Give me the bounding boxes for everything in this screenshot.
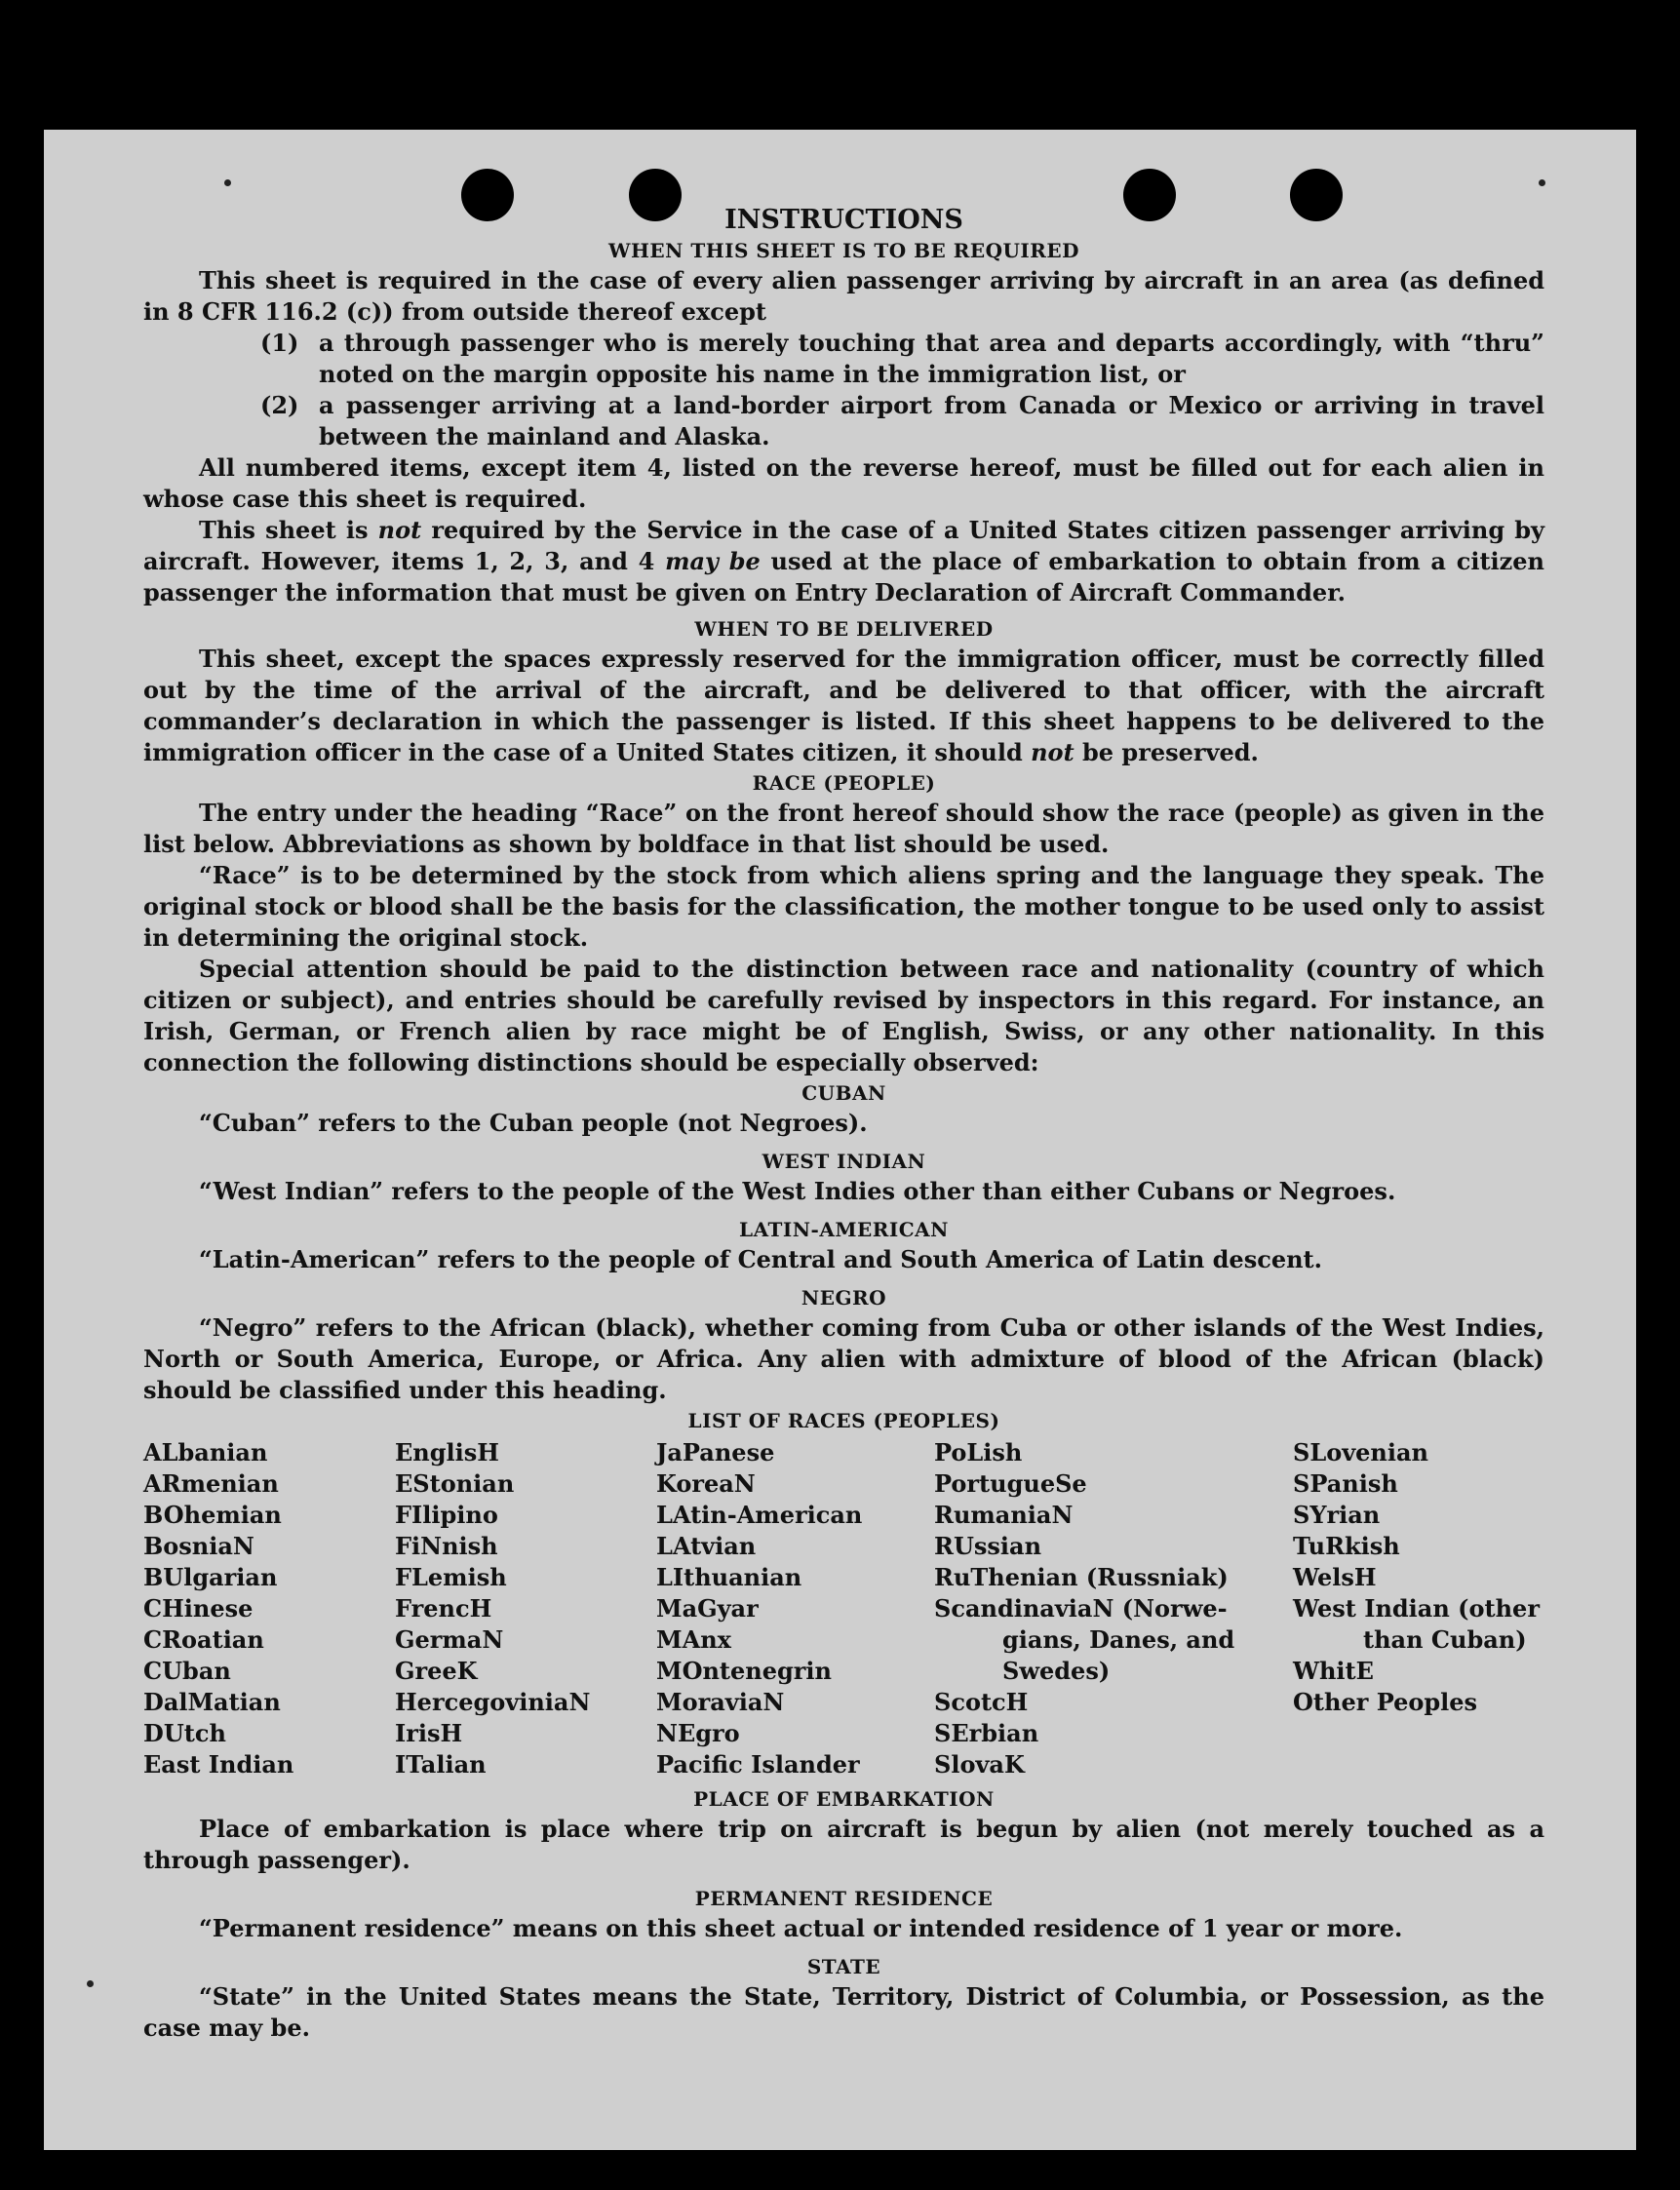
race-entry: BosniaN xyxy=(143,1532,254,1560)
race-entry: LIthuanian xyxy=(656,1563,802,1591)
speck xyxy=(87,1980,94,1987)
section-heading-list-of-races: LIST OF RACES (PEOPLES) xyxy=(687,1409,1000,1432)
races-column xyxy=(143,1437,395,1780)
race-entry: Pacific Islander xyxy=(656,1750,860,1779)
races-column xyxy=(395,1437,656,1780)
races-column xyxy=(1293,1437,1544,1780)
race-entry: HercegoviniaN xyxy=(395,1688,591,1716)
races-column xyxy=(656,1437,934,1780)
race-entry: EStonian xyxy=(395,1469,515,1498)
race-entry: IrisH xyxy=(395,1719,463,1747)
section-heading-west-indian: WEST INDIAN xyxy=(762,1150,926,1173)
page-title: INSTRUCTIONS xyxy=(724,205,963,235)
paragraph-citizen: This sheet is not required by the Service in the case of a United States citizen passenger arriving by aircraft. However, items 1, 2, 3, and 4 may be used at the place of embarkation to obtain from a citizen passenger the information that must be given on Entry Declaration of Aircraft Commander. xyxy=(143,516,1544,606)
paragraph-required-intro: This sheet is required in the case of every alien passenger arriving by aircraft in an area (as defined in 8 CFR 116.2 (c)) from outside thereof except xyxy=(143,266,1544,326)
race-entry: WhitE xyxy=(1293,1657,1374,1685)
paragraph-when-delivered: This sheet, except the spaces expressly reserved for the immigration officer, must be correctly filled out by the time of the arrival of the aircraft, and be delivered to that officer, with the aircraft commander’s declaration in which the passenger is listed. If this sheet happens to be delivered to the immigration officer in the case of a United States citizen, it should not be preserved. xyxy=(143,645,1544,766)
section-heading-cuban: CUBAN xyxy=(801,1081,886,1105)
paragraph-west-indian: “West Indian” refers to the people of the West Indies other than either Cubans or Negroes. xyxy=(199,1177,1396,1205)
race-entry: FLemish xyxy=(395,1563,507,1591)
race-entry: SLovenian xyxy=(1293,1438,1428,1467)
race-entry: ScotcH xyxy=(934,1688,1029,1716)
race-entry: Other Peoples xyxy=(1293,1688,1478,1716)
race-entry: NEgro xyxy=(656,1719,740,1747)
race-entry: East Indian xyxy=(143,1750,294,1779)
races-column xyxy=(934,1437,1293,1780)
race-entry: ALbanian xyxy=(143,1438,268,1467)
race-entry: BUlgarian xyxy=(143,1563,278,1591)
race-entry: ITalian xyxy=(395,1750,487,1779)
exception-item xyxy=(260,390,1544,452)
race-entry: ScandinaviaN (Norwe- xyxy=(934,1594,1228,1623)
race-entry: BOhemian xyxy=(143,1501,282,1529)
race-entry: CHinese xyxy=(143,1594,254,1623)
paragraph-negro: “Negro” refers to the African (black), whether coming from Cuba or other islands of the West Indies, North or South America, Europe, or Africa. Any alien with admixture of blood of the African (black) should be classified under this heading. xyxy=(143,1313,1544,1404)
section-heading-latin-american: LATIN-AMERICAN xyxy=(739,1218,949,1241)
race-entry: RumaniaN xyxy=(934,1501,1074,1529)
race-entry: CRoatian xyxy=(143,1625,264,1654)
paragraph-latin-american: “Latin-American” refers to the people of Central and South America of Latin descent. xyxy=(199,1245,1322,1273)
race-entry: RUssian xyxy=(934,1532,1042,1560)
paragraph-cuban: “Cuban” refers to the Cuban people (not Negroes). xyxy=(199,1109,868,1137)
speck xyxy=(1539,179,1545,186)
race-entry: DUtch xyxy=(143,1719,226,1747)
race-entry: DalMatian xyxy=(143,1688,281,1716)
exception-item xyxy=(260,328,1544,390)
section-heading-residence: PERMANENT RESIDENCE xyxy=(694,1887,994,1910)
race-entry: PoLish xyxy=(934,1438,1023,1467)
race-entry-continuation: Swedes) xyxy=(1002,1657,1111,1685)
race-entry: WelsH xyxy=(1293,1563,1377,1591)
section-heading-when-delivered: WHEN TO BE DELIVERED xyxy=(694,617,994,641)
race-entry: SYrian xyxy=(1293,1501,1381,1529)
document-sheet xyxy=(44,130,1636,2150)
race-entry: EnglisH xyxy=(395,1438,499,1467)
race-entry: JaPanese xyxy=(656,1438,775,1467)
race-entry-continuation: than Cuban) xyxy=(1363,1625,1527,1654)
race-entry: MoraviaN xyxy=(656,1688,785,1716)
paragraph-race-2: “Race” is to be determined by the stock from which aliens spring and the language they speak. The original stock or blood shall be the basis for the classification, the mother tongue to be used only to assist in determining the original stock. xyxy=(143,861,1544,952)
race-entry: KoreaN xyxy=(656,1469,756,1498)
paragraph-numbered-items: All numbered items, except item 4, listed on the reverse hereof, must be filled out for each alien in whose case this sheet is required. xyxy=(143,453,1544,513)
paragraph-residence: “Permanent residence” means on this sheet actual or intended residence of 1 year or more. xyxy=(199,1914,1403,1942)
section-heading-negro: NEGRO xyxy=(801,1286,887,1310)
section-heading-state: STATE xyxy=(806,1955,881,1978)
race-entry: GreeK xyxy=(395,1657,478,1685)
race-entry: CUban xyxy=(143,1657,231,1685)
exception-text: a through passenger who is merely touching that area and departs accordingly, with “thru” noted on the margin opposite his name in the immigration list, or xyxy=(319,329,1544,388)
race-entry: SErbian xyxy=(934,1719,1039,1747)
section-heading-when-required: WHEN THIS SHEET IS TO BE REQUIRED xyxy=(608,239,1079,262)
race-entry: GermaN xyxy=(395,1625,504,1654)
paragraph-race-1: The entry under the heading “Race” on the front hereof should show the race (people) as given in the list below. Abbreviations as shown by boldface in that list should be used. xyxy=(143,799,1544,858)
section-heading-embarkation: PLACE OF EMBARKATION xyxy=(693,1787,995,1811)
race-entry: West Indian (other xyxy=(1293,1594,1540,1623)
race-entry: PortugueSe xyxy=(934,1469,1087,1498)
paragraph-race-3: Special attention should be paid to the distinction between race and nationality (country of which citizen or subject), and entries should be carefully revised by inspectors in this regard. For instance, an Irish, German, or French alien by race might be of English, Swiss, or any other nationality. In this connection the following distinctions should be especially observed: xyxy=(143,955,1544,1076)
exception-number: (1) xyxy=(260,329,299,357)
race-entry: SPanish xyxy=(1293,1469,1398,1498)
race-entry: LAtin-American xyxy=(656,1501,863,1529)
instructions-content xyxy=(143,205,1544,2044)
race-entry: FIlipino xyxy=(395,1501,498,1529)
race-entry: SlovaK xyxy=(934,1750,1025,1779)
exception-text: a passenger arriving at a land-border airport from Canada or Mexico or arriving in travel between the mainland and Alaska. xyxy=(319,391,1544,450)
race-entry: ARmenian xyxy=(143,1469,279,1498)
race-entry: FrencH xyxy=(395,1594,492,1623)
race-entry-continuation: gians, Danes, and xyxy=(1002,1625,1235,1654)
paragraph-embarkation: Place of embarkation is place where trip on aircraft is begun by alien (not merely touched as a through passenger). xyxy=(143,1815,1544,1874)
section-heading-race: RACE (PEOPLE) xyxy=(752,771,936,795)
race-entry: FiNnish xyxy=(395,1532,498,1560)
race-entry: LAtvian xyxy=(656,1532,757,1560)
race-entry: TuRkish xyxy=(1293,1532,1400,1560)
races-list xyxy=(143,1437,1544,1780)
race-entry: RuThenian (Russniak) xyxy=(934,1563,1229,1591)
paragraph-state: “State” in the United States means the State, Territory, District of Columbia, or Possession, as the case may be. xyxy=(143,1982,1544,2042)
race-entry: MAnx xyxy=(656,1625,731,1654)
speck xyxy=(224,179,231,186)
race-entry: MaGyar xyxy=(656,1594,759,1623)
race-entry: MOntenegrin xyxy=(656,1657,832,1685)
exception-number: (2) xyxy=(260,391,299,419)
